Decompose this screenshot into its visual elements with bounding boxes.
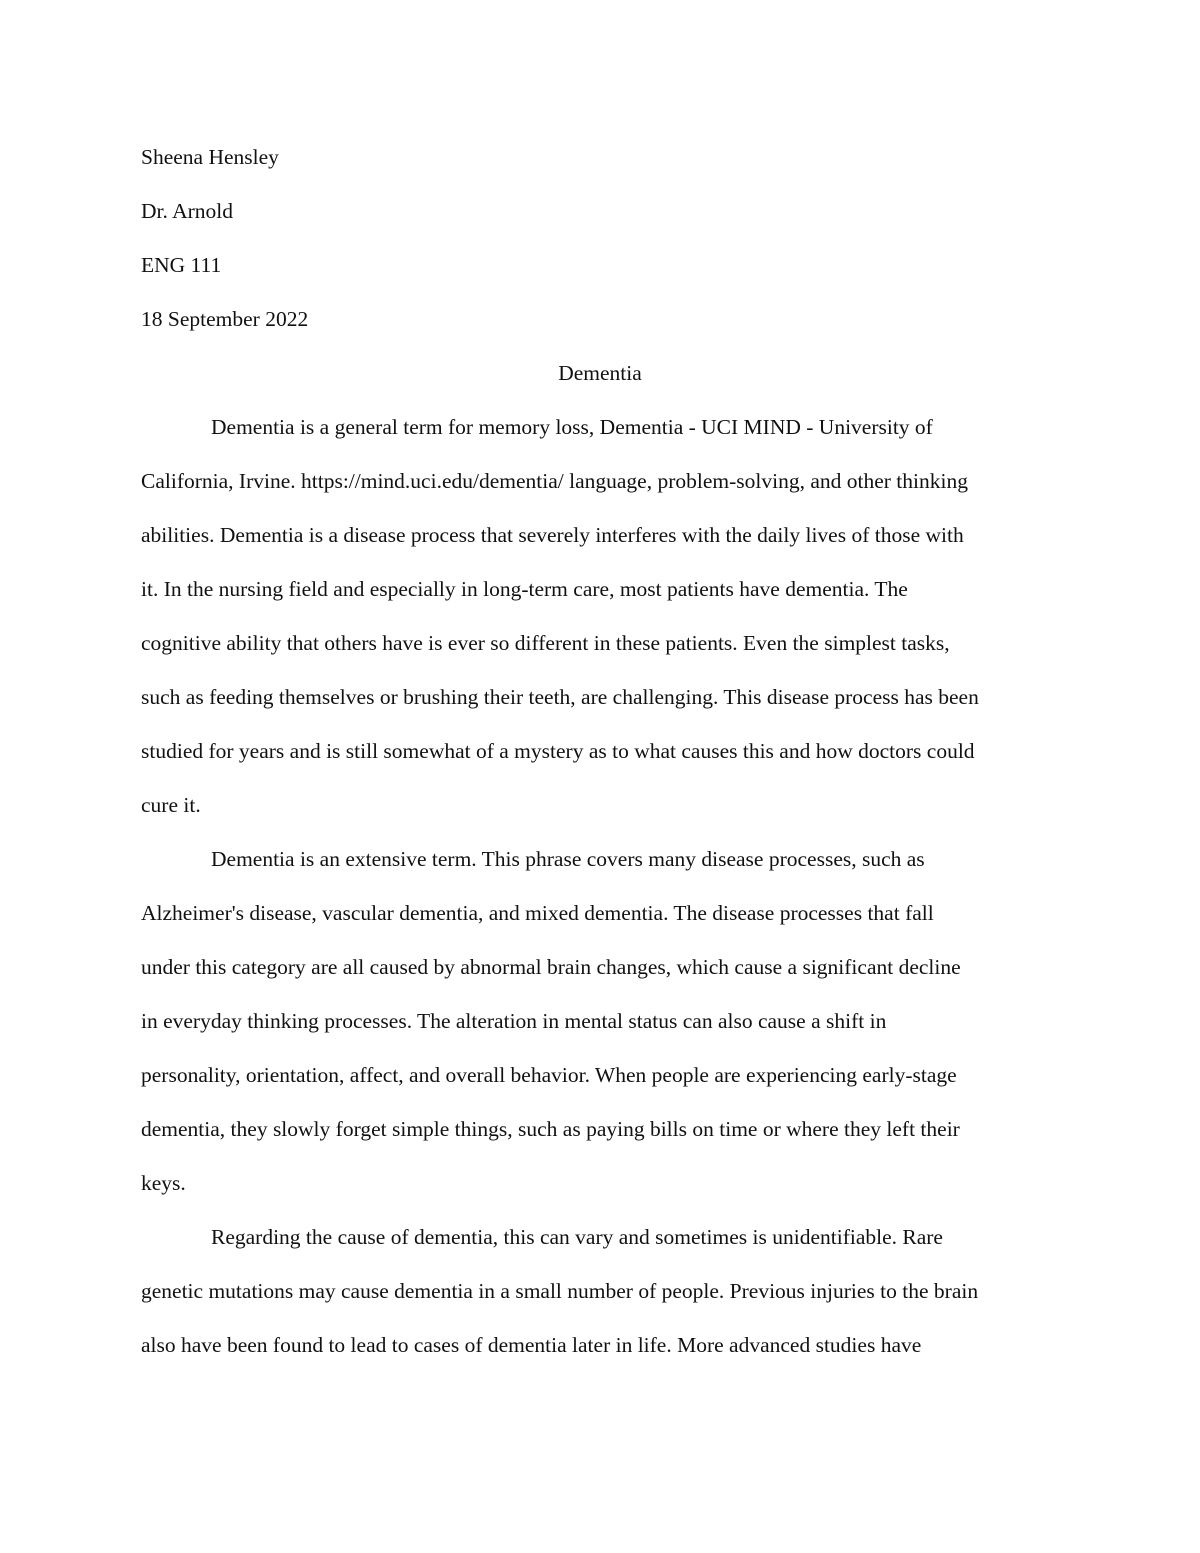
author-name: Sheena Hensley [141, 145, 279, 169]
paragraph-line: cure it. [141, 793, 201, 817]
paragraph-line: also have been found to lead to cases of dementia later in life. More advanced studies have [141, 1333, 922, 1357]
paragraph-line: Dementia is a general term for memory loss, Dementia - UCI MIND - University of [211, 415, 933, 439]
paragraph-3 [141, 1210, 1059, 1372]
paragraph-line: under this category are all caused by abnormal brain changes, which cause a significant decline [141, 955, 961, 979]
paragraph-line: California, Irvine. https://mind.uci.edu/dementia/ language, problem-solving, and other thinking [141, 469, 968, 493]
paragraph-line: in everyday thinking processes. The alteration in mental status can also cause a shift in [141, 1009, 887, 1033]
submission-date: 18 September 2022 [141, 307, 309, 331]
paragraph-line: personality, orientation, affect, and overall behavior. When people are experiencing early-stage [141, 1063, 957, 1087]
paragraph-line: such as feeding themselves or brushing their teeth, are challenging. This disease process has been [141, 685, 979, 709]
paragraph-line: it. In the nursing field and especially in long-term care, most patients have dementia. The [141, 577, 908, 601]
paragraph-line: keys. [141, 1171, 186, 1195]
essay-title: Dementia [558, 361, 642, 385]
document-body [141, 130, 1059, 1372]
paragraph-line: genetic mutations may cause dementia in a small number of people. Previous injuries to the brain [141, 1279, 979, 1303]
paragraph-line: Regarding the cause of dementia, this can vary and sometimes is unidentifiable. Rare [211, 1225, 943, 1249]
course-name: ENG 111 [141, 253, 222, 277]
paragraph-line: abilities. Dementia is a disease process that severely interferes with the daily lives of those with [141, 523, 964, 547]
paragraph-2 [141, 832, 1059, 1210]
paragraph-line: Alzheimer's disease, vascular dementia, and mixed dementia. The disease processes that fall [141, 901, 934, 925]
paragraph-line: cognitive ability that others have is ever so different in these patients. Even the simplest tasks, [141, 631, 950, 655]
paragraph-1 [141, 400, 1059, 832]
paragraph-line: Dementia is an extensive term. This phrase covers many disease processes, such as [211, 847, 925, 871]
paragraph-line: studied for years and is still somewhat of a mystery as to what causes this and how doctors could [141, 739, 975, 763]
paragraph-line: dementia, they slowly forget simple things, such as paying bills on time or where they left their [141, 1117, 960, 1141]
instructor-name: Dr. Arnold [141, 199, 233, 223]
